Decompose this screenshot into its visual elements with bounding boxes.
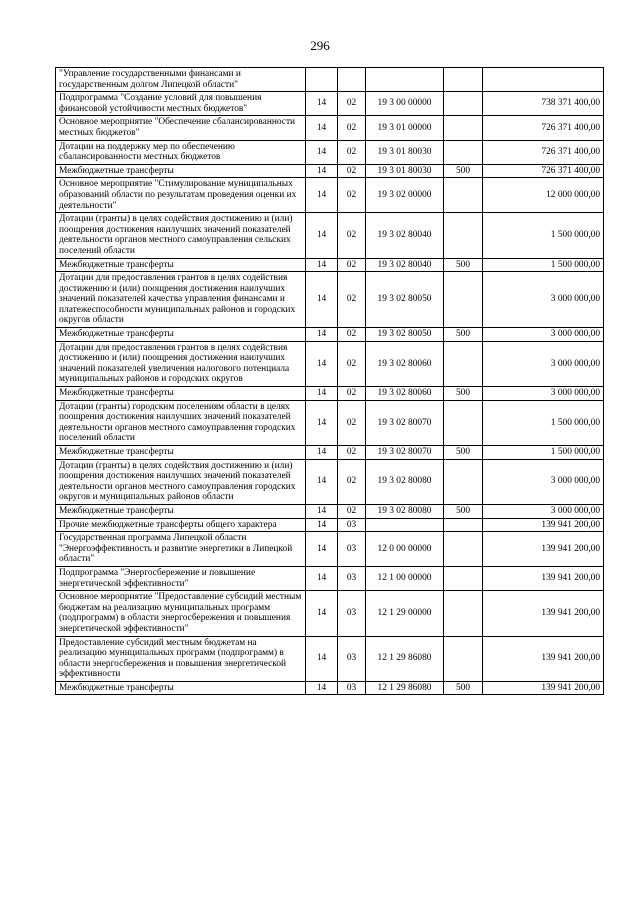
cell-section: 14 [306,341,338,386]
cell-target-code: 19 3 02 80080 [366,504,444,518]
cell-target-code: 19 3 01 00000 [366,116,444,140]
cell-subsection: 03 [338,532,366,567]
table-row [56,341,604,386]
cell-section: 14 [306,446,338,460]
cell-expense-type [444,341,483,386]
cell-amount: 726 371 400,00 [483,140,604,164]
cell-subsection: 02 [338,504,366,518]
cell-section: 14 [306,213,338,258]
cell-subsection: 03 [338,681,366,695]
cell-name: Межбюджетные трансферты [56,504,306,518]
cell-name: Предоставление субсидий местным бюджетам на реализацию муниципальных программ (подпрограмм) в области энергосбережения и повышения энергетической эффективности [56,636,306,681]
table-row [56,636,604,681]
cell-subsection: 02 [338,213,366,258]
budget-table [55,67,604,695]
table-row [56,459,604,504]
cell-target-code: 19 3 02 80040 [366,213,444,258]
cell-target-code: 12 1 00 00000 [366,566,444,590]
cell-target-code: 19 3 02 80080 [366,459,444,504]
cell-name: Межбюджетные трансферты [56,258,306,272]
cell-expense-type [444,518,483,532]
cell-target-code: 19 3 02 00000 [366,178,444,213]
cell-amount: 738 371 400,00 [483,92,604,116]
cell-expense-type: 500 [444,328,483,342]
cell-target-code [366,68,444,92]
cell-expense-type [444,532,483,567]
cell-amount: 726 371 400,00 [483,164,604,178]
cell-name: Дотации для предоставления грантов в целях содействия достижению и (или) поощрения достижения наилучших значений показателей качества управления финансами и платежеспособности муниципальных районов и городских округов области [56,272,306,328]
cell-subsection: 02 [338,116,366,140]
cell-target-code: 19 3 00 00000 [366,92,444,116]
cell-subsection: 03 [338,636,366,681]
table-row [56,504,604,518]
cell-section: 14 [306,387,338,401]
cell-expense-type [444,400,483,445]
cell-amount: 139 941 200,00 [483,518,604,532]
cell-section: 14 [306,591,338,636]
table-row [56,387,604,401]
table-row [56,178,604,213]
cell-expense-type [444,178,483,213]
cell-name: Дотации на поддержку мер по обеспечению сбалансированности местных бюджетов [56,140,306,164]
cell-section: 14 [306,258,338,272]
cell-target-code: 19 3 02 80070 [366,446,444,460]
cell-target-code: 12 1 29 86080 [366,681,444,695]
cell-section: 14 [306,518,338,532]
cell-amount: 3 000 000,00 [483,328,604,342]
cell-target-code [366,518,444,532]
table-row [56,591,604,636]
cell-amount: 1 500 000,00 [483,446,604,460]
cell-section: 14 [306,400,338,445]
cell-amount: 726 371 400,00 [483,116,604,140]
cell-subsection: 02 [338,328,366,342]
cell-name: Основное мероприятие "Обеспечение сбалансированности местных бюджетов" [56,116,306,140]
cell-section: 14 [306,140,338,164]
cell-section: 14 [306,504,338,518]
cell-amount [483,68,604,92]
cell-target-code: 19 3 02 80060 [366,387,444,401]
cell-name: Подпрограмма "Энергосбережение и повышение энергетической эффективности" [56,566,306,590]
cell-target-code: 19 3 02 80070 [366,400,444,445]
cell-subsection: 02 [338,178,366,213]
table-row [56,681,604,695]
cell-target-code: 19 3 01 80030 [366,140,444,164]
cell-section: 14 [306,328,338,342]
cell-expense-type [444,92,483,116]
cell-expense-type [444,272,483,328]
cell-expense-type [444,213,483,258]
cell-amount: 12 000 000,00 [483,178,604,213]
cell-expense-type [444,116,483,140]
cell-expense-type: 500 [444,164,483,178]
table-row [56,68,604,92]
cell-expense-type [444,68,483,92]
cell-subsection: 03 [338,518,366,532]
cell-name: Дотации (гранты) в целях содействия достижению и (или) поощрения достижения наилучших значений показателей деятельности органов местного самоуправления сельских поселений области [56,213,306,258]
cell-section: 14 [306,116,338,140]
table-row [56,140,604,164]
cell-target-code: 19 3 02 80060 [366,341,444,386]
cell-name: Межбюджетные трансферты [56,387,306,401]
cell-amount: 3 000 000,00 [483,341,604,386]
cell-section [306,68,338,92]
cell-section: 14 [306,566,338,590]
cell-expense-type: 500 [444,387,483,401]
cell-target-code: 19 3 02 80040 [366,258,444,272]
table-row [56,116,604,140]
cell-amount: 3 000 000,00 [483,387,604,401]
cell-amount: 139 941 200,00 [483,591,604,636]
cell-section: 14 [306,178,338,213]
cell-subsection: 02 [338,140,366,164]
cell-name: Подпрограмма "Создание условий для повышения финансовой устойчивости местных бюджетов" [56,92,306,116]
cell-target-code: 19 3 01 80030 [366,164,444,178]
table-row [56,446,604,460]
cell-expense-type: 500 [444,504,483,518]
cell-name: Межбюджетные трансферты [56,446,306,460]
cell-amount: 1 500 000,00 [483,213,604,258]
table-row [56,518,604,532]
cell-name: Дотации (гранты) в целях содействия достижению и (или) поощрения достижения наилучших значений показателей деятельности органов местного самоуправления городских округов и муниципальных районов области [56,459,306,504]
table-row [56,400,604,445]
cell-subsection: 02 [338,387,366,401]
cell-expense-type [444,459,483,504]
cell-amount: 3 000 000,00 [483,459,604,504]
table-row [56,328,604,342]
cell-expense-type: 500 [444,446,483,460]
cell-subsection: 02 [338,341,366,386]
cell-amount: 139 941 200,00 [483,636,604,681]
cell-name: Межбюджетные трансферты [56,164,306,178]
table-row [56,92,604,116]
cell-section: 14 [306,636,338,681]
cell-subsection: 02 [338,459,366,504]
cell-name: Основное мероприятие "Стимулирование муниципальных образований области по результатам проведения оценки их деятельности" [56,178,306,213]
cell-subsection: 03 [338,566,366,590]
cell-name: Основное мероприятие "Предоставление субсидий местным бюджетам на реализацию муниципальных программ (подпрограмм) в области энергосбережения и повышения энергетической эффективности" [56,591,306,636]
cell-target-code: 19 3 02 80050 [366,272,444,328]
cell-target-code: 12 1 29 00000 [366,591,444,636]
cell-amount: 1 500 000,00 [483,400,604,445]
cell-subsection: 02 [338,400,366,445]
cell-name: "Управление государственными финансами и государственным долгом Липецкой области" [56,68,306,92]
cell-amount: 3 000 000,00 [483,504,604,518]
cell-subsection: 03 [338,591,366,636]
cell-amount: 1 500 000,00 [483,258,604,272]
cell-subsection: 02 [338,272,366,328]
cell-subsection: 02 [338,164,366,178]
cell-expense-type [444,140,483,164]
cell-target-code: 12 0 00 00000 [366,532,444,567]
table-row [56,213,604,258]
table-row [56,566,604,590]
table-row [56,272,604,328]
cell-expense-type: 500 [444,258,483,272]
cell-name: Межбюджетные трансферты [56,681,306,695]
cell-name: Дотации (гранты) городским поселениям области в целях поощрения достижения наилучших значений показателей деятельности органов местного самоуправления городских поселений области [56,400,306,445]
cell-target-code: 19 3 02 80050 [366,328,444,342]
cell-name: Межбюджетные трансферты [56,328,306,342]
cell-expense-type [444,636,483,681]
cell-subsection: 02 [338,446,366,460]
cell-amount: 139 941 200,00 [483,681,604,695]
table-row [56,258,604,272]
cell-target-code: 12 1 29 86080 [366,636,444,681]
cell-amount: 139 941 200,00 [483,532,604,567]
cell-amount: 3 000 000,00 [483,272,604,328]
cell-section: 14 [306,459,338,504]
cell-subsection: 02 [338,258,366,272]
cell-section: 14 [306,164,338,178]
cell-section: 14 [306,681,338,695]
cell-name: Дотации для предоставления грантов в целях содействия достижению и (или) поощрения достижения наилучших значений показателей увеличения налогового потенциала муниципальных районов и городских округов [56,341,306,386]
cell-subsection: 02 [338,92,366,116]
page-number: 296 [310,38,330,53]
cell-subsection [338,68,366,92]
table-row [56,532,604,567]
cell-name: Государственная программа Липецкой области "Энергоэффективность и развитие энергетики в Липецкой области" [56,532,306,567]
cell-name: Прочие межбюджетные трансферты общего характера [56,518,306,532]
table-row [56,164,604,178]
cell-section: 14 [306,92,338,116]
cell-amount: 139 941 200,00 [483,566,604,590]
cell-section: 14 [306,272,338,328]
cell-expense-type: 500 [444,681,483,695]
cell-expense-type [444,566,483,590]
cell-expense-type [444,591,483,636]
cell-section: 14 [306,532,338,567]
